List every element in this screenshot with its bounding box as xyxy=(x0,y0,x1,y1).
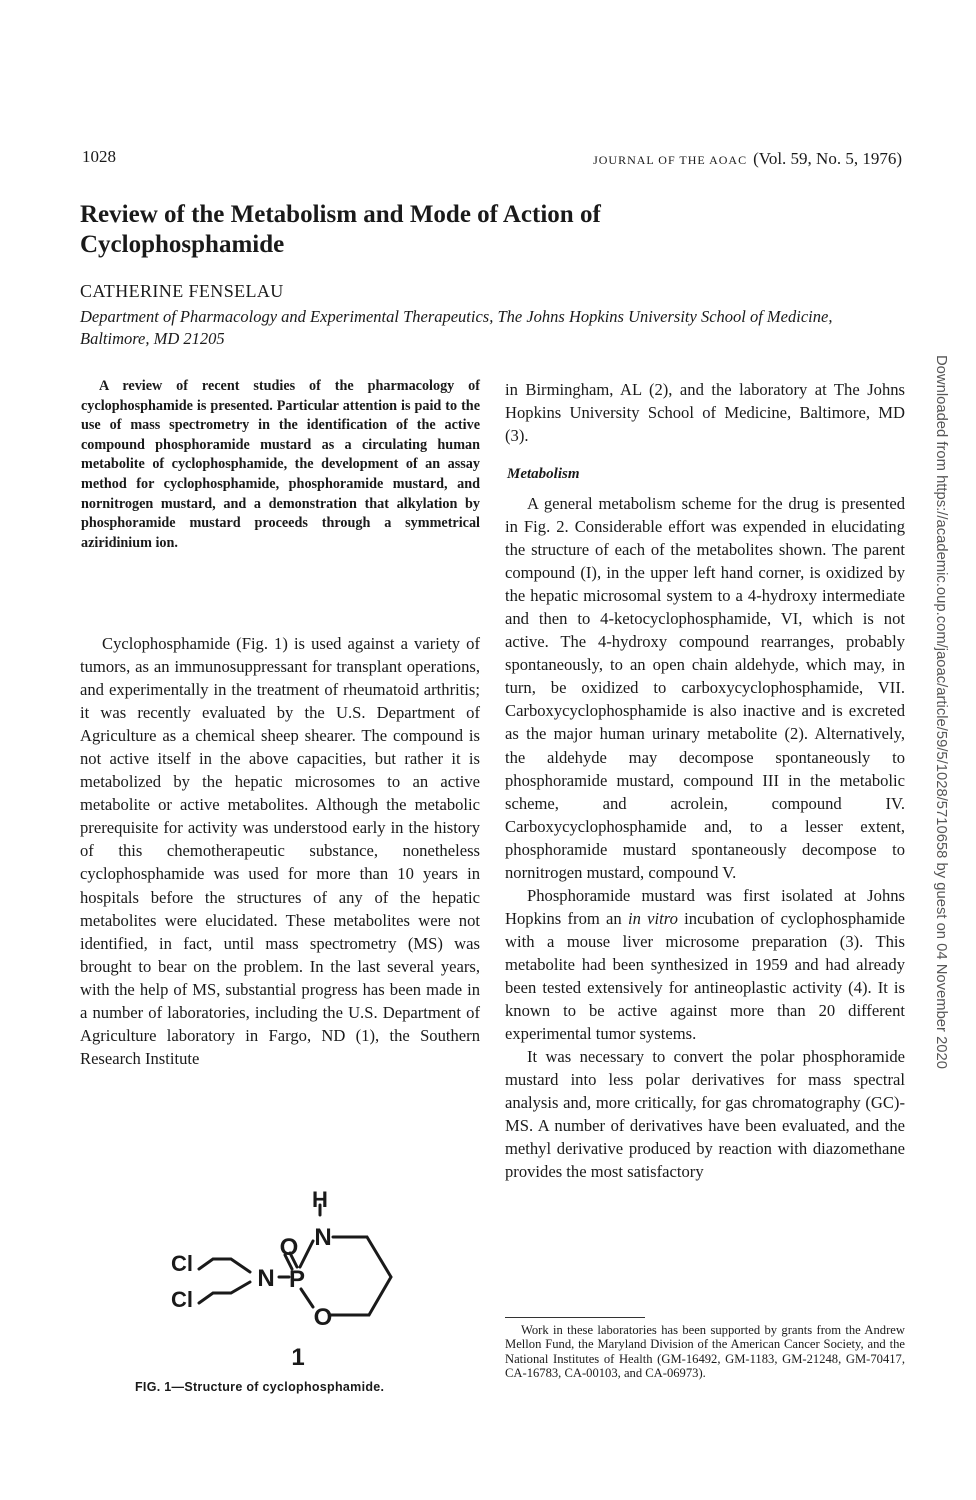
journal-name: JOURNAL OF THE AOAC xyxy=(593,153,748,167)
metabolism-paragraph-2-start: Phosphoramide mustard was first isolated at Johns Hopkins from an xyxy=(505,885,905,928)
cyclophosphamide-structure xyxy=(165,1185,405,1375)
running-head xyxy=(593,149,902,169)
watermark-text: Downloaded from https://academic.oup.com/jaoac/article/59/5/1028/5710658 by guest on 04 November 2020 xyxy=(933,355,949,1069)
author-name: CATHERINE FENSELAU xyxy=(80,281,284,301)
atom-o-double: O xyxy=(279,1234,299,1261)
right-column xyxy=(505,492,905,1183)
issue-info: (Vol. 59, No. 5, 1976) xyxy=(753,149,902,168)
footnote-divider xyxy=(505,1317,645,1318)
metabolism-paragraph-1: A general metabolism scheme for the drug is presented in Fig. 2. Considerable effort was expended in elucidating the structure of each of the metabolites shown. The parent compound (I), in the upper left hand corner, is oxidized by the hepatic microsomal system to a 4-hydroxy intermediate and then to 4-ketocyclophosphamide, VI, which is not active. The 4-hydroxy compound rearranges, probably spontaneously, to an open chain aldehyde, which may, in turn, be oxidized to carboxycyclophosphamide, VII. Carboxycyclophosphamide is also inactive and is excreted as the major human urinary metabolite (2). Alternatively, the aldehyde may decompose spontaneously to phosphoramide mustard, compound III in the metabolic scheme, and acrolein, compound IV. Carboxycyclophosphamide and, to a lesser extent, phosphoramide mustard spontaneously decompose to nornitrogen mustard, compound V. xyxy=(505,494,905,882)
section-heading-metabolism: Metabolism xyxy=(507,466,580,482)
compound-number: 1 xyxy=(291,1344,305,1371)
metabolism-paragraph-2 xyxy=(505,884,905,1045)
figure-caption: FIG. 1—Structure of cyclophosphamide. xyxy=(135,1380,385,1394)
atom-h: H xyxy=(312,1187,328,1212)
page-number: 1028 xyxy=(82,147,116,166)
atom-n-ring: N xyxy=(314,1224,332,1251)
right-column-continuation xyxy=(505,378,905,447)
atom-cl-top: Cl xyxy=(171,1251,193,1276)
in-vitro-term: in vitro xyxy=(627,908,678,928)
download-watermark xyxy=(926,355,956,1155)
author-affiliation: Department of Pharmacology and Experimental Therapeutics, The Johns Hopkins University School of Medicine, Baltimore, MD 21205 xyxy=(80,307,833,348)
intro-paragraph: Cyclophosphamide (Fig. 1) is used against a variety of tumors, as an immunosuppressant for transplant operations, and experimentally in the treatment of rheumatoid arthritis; it was recently evaluated by the U.S. Department of Agriculture as a chemical sheep shearer. The compound is not active itself in the above capacities, but rather it is metabolized by the hepatic microsomes to an active metabolite or active metabolites. Although the metabolic prerequisite for activity was understood early in the history of this chemotherapeutic substance, nonetheless cyclophosphamide was used for more than 10 years in hospitals before the structures of any of the hepatic metabolites were elucidated. These metabolites were not identified, in fact, until mass spectrometry (MS) was brought to bear on the problem. In the last several years, with the help of MS, substantial progress has been made in a number of laboratories, including the U.S. Department of Agriculture laboratory in Fargo, ND (1), the Southern Research Institute xyxy=(80,634,480,1068)
atom-cl-bottom: Cl xyxy=(171,1287,193,1312)
left-column xyxy=(80,632,480,1070)
metabolism-paragraph-3: It was necessary to convert the polar phosphoramide mustard into less polar derivatives for mass spectral analysis and, more critically, for gas chromatography (GC)-MS. A number of derivatives have been evaluated, and the methyl derivative produced by reaction with diazomethane provides the most satisfactory xyxy=(505,1047,905,1182)
atom-n-side: N xyxy=(257,1265,275,1292)
intro-continued: in Birmingham, AL (2), and the laboratory at The Johns Hopkins University School of Medicine, Baltimore, MD (3). xyxy=(505,380,905,446)
metabolism-paragraph-2-end: incubation of cyclophosphamide with a mouse liver microsome preparation (3). This metabolite had been synthesized in 1959 and had already been tested extensively for antineoplastic activity (4). It is known to be active against more than 20 different experimental tumor systems. xyxy=(505,908,905,1044)
atom-p: P xyxy=(288,1266,306,1293)
abstract: A review of recent studies of the pharmacology of cyclophosphamide is presented. Particular attention is paid to the use of mass spectrometry in the identification of the active compound phosphoramide mustard as a circulating human metabolite of cyclophosphamide, the development of an assay method for cyclophosphamide, phosphoramide mustard, and nornitrogen mustard, and a demonstration that alkylation by phosphoramide mustard proceeds through a symmetrical aziridinium ion. xyxy=(81,378,480,551)
footnote: Work in these laboratories has been supported by grants from the Andrew Mellon Fund, the Maryland Division of the American Cancer Society, and the National Institutes of Health (GM-16492, GM-1183, GM-21248, GM-70417, CA-16783, CA-00103, and CA-06973). xyxy=(505,1323,905,1380)
atom-o-ring: O xyxy=(313,1304,333,1331)
article-title: Review of the Metabolism and Mode of Action of Cyclophosphamide xyxy=(80,201,601,258)
